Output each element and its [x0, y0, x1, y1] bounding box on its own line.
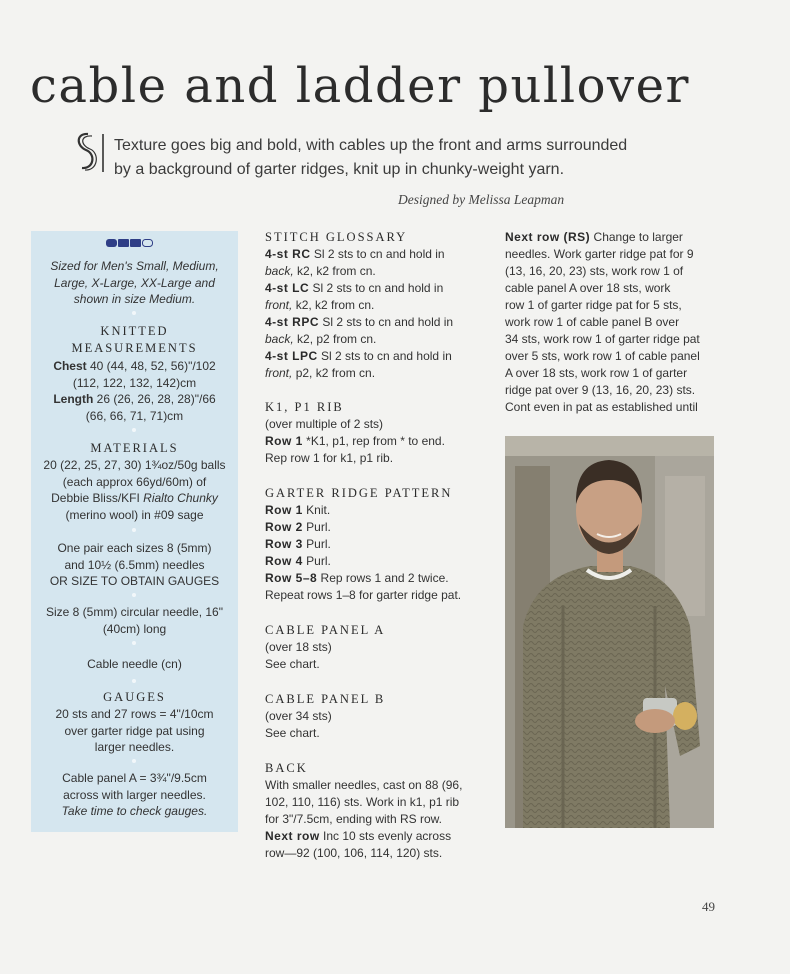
cable-needle-info: Cable needle (cn)	[87, 657, 182, 671]
gauges-heading: GAUGES	[103, 690, 166, 704]
stitch-glossary-heading: STITCH GLOSSARY	[265, 230, 408, 244]
glossary-lpc: 4-st LPC Sl 2 sts to cn and hold in front, p2, k2 from cn.	[265, 349, 452, 380]
glossary-rpc: 4-st RPC Sl 2 sts to cn and hold in back, k2, p2 from cn.	[265, 315, 454, 346]
back-instructions-continued: Next row (RS) Change to larger needles. Work garter ridge pat for 9 (13, 16, 20, 23) sts, work row 1 of cable panel A over 18 sts, work row 1 of garter ridge pat for 5 sts, work row 1 of cable panel B over 34 sts, work row 1 of garter ridge pat over 5 sts, work row 1 of cable panel A over 18 sts, work row 1 of garter ridge pat over 9 (13, 16, 20, 23) sts. Cont even in pat as established until	[505, 230, 700, 414]
circular-needle-info: Size 8 (5mm) circular needle, 16" (40cm) long	[46, 605, 223, 636]
intro-text: Texture goes big and bold, with cables up the front and arms surrounded by a background of garter ridges, knit up in chunky-weight yarn.	[114, 137, 628, 178]
garter-heading: GARTER RIDGE PATTERN	[265, 486, 453, 500]
skill-level-icon	[106, 238, 166, 248]
glossary-lc: 4-st LC Sl 2 sts to cn and hold in front, k2, k2 from cn.	[265, 281, 444, 312]
cable-gauge-info: Cable panel A = 3¾"/9.5cm across with larger needles. Take time to check gauges.	[61, 771, 208, 818]
sidebar-panel	[31, 231, 238, 832]
cable-panel-a-heading: CABLE PANEL A	[265, 623, 386, 637]
materials-heading: MATERIALS	[90, 441, 179, 455]
measurements-heading: KNITTED MEASUREMENTS	[71, 324, 198, 355]
yarn-info: 20 (22, 25, 27, 30) 1¾oz/50g balls (each approx 66yd/60m) of Debbie Bliss/KFI Rialto Chunky (merino wool) in #09 sage	[43, 458, 226, 522]
page-number: 49	[702, 899, 715, 914]
model-photo	[505, 436, 714, 828]
gauge-info: 20 sts and 27 rows = 4"/10cm over garter ridge pat using larger needles.	[55, 707, 214, 754]
glossary-rc: 4-st RC Sl 2 sts to cn and hold in back, k2, k2 from cn.	[265, 247, 445, 278]
measurements: Chest 40 (44, 48, 52, 56)"/102 (112, 122, 132, 142)cm Length 26 (26, 26, 28, 28)"/66 (66, 66, 71, 71)cm	[53, 359, 216, 423]
page-title: cable and ladder pullover	[30, 58, 690, 114]
cable-panel-b-heading: CABLE PANEL B	[265, 692, 386, 706]
needles-info: One pair each sizes 8 (5mm) and 10½ (6.5mm) needles OR SIZE TO OBTAIN GAUGES	[49, 541, 220, 588]
size-info: Sized for Men's Small, Medium, Large, X-Large, XX-Large and shown in size Medium.	[50, 259, 219, 306]
instructions-column: STITCH GLOSSARY 4-st RC Sl 2 sts to cn and hold in back, k2, k2 from cn. 4-st LC Sl 2 sts to cn and hold in front, k2, k2 from cn. 4-st RPC Sl 2 sts to cn and hold in back, k2, p2 from cn. 4-st LPC Sl 2 sts to cn and hold in front, p2, k2 from cn. K1, P1 RIB (over multiple of 2 sts) Row 1 *K1, p1, rep from * to end. Rep row 1 for k1, p1 rib. GARTER RIDGE PATTERN Row 1 Knit. Row 2 Purl. Row 3 Purl. Row 4 Purl. Row 5–8 Rep rows 1 and 2 twice. Repeat rows 1–8 for garter ridge pat. CABLE PANEL A (over 18 sts) See chart. CABLE PANEL B (over 34 sts) See chart. BACK With smaller needles, cast on 88 (96, 102, 110, 116) sts. Work in k1, p1 rib for 3"/7.5cm, ending with RS row. Next row Inc 10 sts evenly across row—92 (100, 106, 114, 120) sts.	[265, 229, 493, 862]
back-heading: BACK	[265, 761, 308, 775]
rib-heading: K1, P1 RIB	[265, 400, 344, 414]
designer-byline: Designed by Melissa Leapman	[398, 192, 565, 207]
s-logo-icon	[64, 130, 108, 174]
